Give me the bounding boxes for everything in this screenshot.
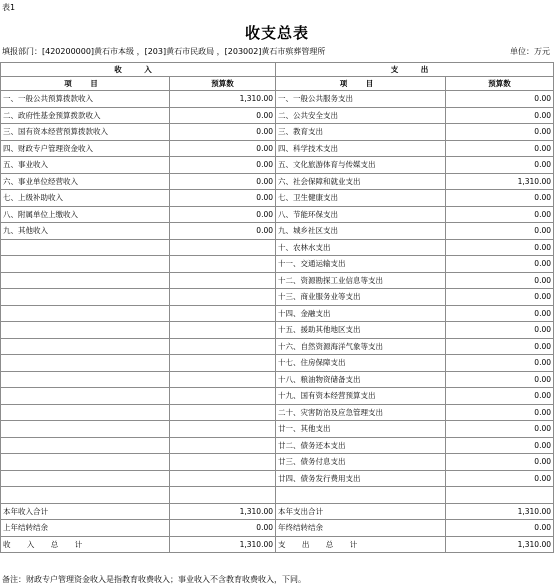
income-item-label [1, 239, 170, 256]
income-item-header: 项 目 [1, 77, 170, 91]
expense-item-label: 五、文化旅游体育与传媒支出 [276, 157, 446, 174]
income-item-value [170, 470, 276, 487]
income-item-value [170, 272, 276, 289]
income-grand-total-label: 收 入 总 计 [1, 536, 170, 553]
income-item-label: 一、一般公共预算拨款收入 [1, 91, 170, 108]
table-row [1, 223, 554, 240]
expense-item-label: 二、公共安全支出 [276, 107, 446, 124]
expense-item-value: 0.00 [446, 470, 554, 487]
expense-item-label: 十、农林水支出 [276, 239, 446, 256]
income-item-value [170, 305, 276, 322]
table-row [1, 272, 554, 289]
expense-year-total-value: 1,310.00 [446, 503, 554, 520]
expense-item-label: 四、科学技术支出 [276, 140, 446, 157]
income-grand-total-value: 1,310.00 [170, 536, 276, 553]
expense-item-value: 0.00 [446, 289, 554, 306]
expense-item-label: 三、教育支出 [276, 124, 446, 141]
expense-item-label: 十八、粮油物资储备支出 [276, 371, 446, 388]
expense-item-value: 0.00 [446, 124, 554, 141]
expense-grand-total-label: 支 出 总 计 [276, 536, 446, 553]
income-item-value [170, 289, 276, 306]
expense-item-label: 廿四、债务发行费用支出 [276, 470, 446, 487]
income-item-value [170, 338, 276, 355]
total-row [1, 503, 554, 520]
table-row [1, 388, 554, 405]
expense-item-value: 0.00 [446, 206, 554, 223]
income-item-value [170, 404, 276, 421]
income-year-total-label: 本年收入合计 [1, 503, 170, 520]
expense-item-value: 0.00 [446, 239, 554, 256]
expense-item-value: 0.00 [446, 454, 554, 471]
income-item-value [170, 454, 276, 471]
table-row [1, 322, 554, 339]
table-row [1, 157, 554, 174]
expense-item-value: 0.00 [446, 322, 554, 339]
expense-item-label: 八、节能环保支出 [276, 206, 446, 223]
expense-item-label: 七、卫生健康支出 [276, 190, 446, 207]
expense-item-value: 0.00 [446, 338, 554, 355]
income-item-label: 三、国有资本经营预算拨款收入 [1, 124, 170, 141]
footnote: 备注：财政专户管理资金收入是指教育收费收入；事业收入不含教育收费收入，下同。 [2, 575, 306, 584]
income-item-label [1, 371, 170, 388]
income-item-value [170, 256, 276, 273]
income-budget-header: 预算数 [170, 77, 276, 91]
income-item-value [170, 322, 276, 339]
table-row [1, 256, 554, 273]
unit-label: 单位：万元 [510, 47, 550, 56]
page-title: 收支总表 [244, 24, 309, 42]
expense-item-value: 0.00 [446, 107, 554, 124]
income-item-value: 0.00 [170, 140, 276, 157]
table-row [1, 355, 554, 372]
year-end-balance-label: 年终结转结余 [276, 520, 446, 537]
income-item-value [170, 388, 276, 405]
expense-item-header: 项 目 [276, 77, 446, 91]
expense-item-value: 0.00 [446, 91, 554, 108]
income-item-value: 0.00 [170, 223, 276, 240]
expense-item-value: 0.00 [446, 157, 554, 174]
income-item-value [170, 421, 276, 438]
income-item-label [1, 338, 170, 355]
expense-item-value: 0.00 [446, 421, 554, 438]
table-row [1, 107, 554, 124]
expense-item-value: 0.00 [446, 355, 554, 372]
table-row [1, 470, 554, 487]
income-item-value: 0.00 [170, 206, 276, 223]
blank-cell [446, 487, 554, 504]
column-header-row [1, 77, 554, 91]
income-item-label: 六、事业单位经营收入 [1, 173, 170, 190]
expense-grand-total-value: 1,310.00 [446, 536, 554, 553]
expense-item-value: 0.00 [446, 404, 554, 421]
table-row [1, 140, 554, 157]
income-section-header: 收 入 [1, 63, 276, 77]
expense-item-label: 十六、自然资源海洋气象等支出 [276, 338, 446, 355]
expense-budget-header: 预算数 [446, 77, 554, 91]
expense-item-label: 廿二、债务还本支出 [276, 437, 446, 454]
income-item-label [1, 404, 170, 421]
expense-item-label: 十九、国有资本经营预算支出 [276, 388, 446, 405]
table-row [1, 437, 554, 454]
table-row [1, 371, 554, 388]
expense-item-value: 0.00 [446, 305, 554, 322]
expense-item-label: 十一、交通运输支出 [276, 256, 446, 273]
income-item-value [170, 355, 276, 372]
table-row [1, 91, 554, 108]
income-item-value: 0.00 [170, 124, 276, 141]
income-item-label: 二、政府性基金预算拨款收入 [1, 107, 170, 124]
expense-item-label: 九、城乡社区支出 [276, 223, 446, 240]
income-item-label: 五、事业收入 [1, 157, 170, 174]
expense-item-label: 十三、商业服务业等支出 [276, 289, 446, 306]
income-item-value: 0.00 [170, 157, 276, 174]
income-item-label [1, 289, 170, 306]
reporting-department: 填报部门：[420200000]黄石市本级 ，[203]黄石市民政局 ，[203002]黄石市殡葬管理所 [2, 47, 326, 56]
expense-item-label: 一、一般公共服务支出 [276, 91, 446, 108]
income-item-label [1, 355, 170, 372]
expense-item-label: 二十、灾害防治及应急管理支出 [276, 404, 446, 421]
blank-cell [1, 487, 170, 504]
income-item-label [1, 322, 170, 339]
carry-over-value: 0.00 [170, 520, 276, 537]
expense-item-value: 0.00 [446, 256, 554, 273]
total-row [1, 536, 554, 553]
expense-item-value: 0.00 [446, 140, 554, 157]
income-item-value [170, 437, 276, 454]
blank-row [1, 487, 554, 504]
carry-over-label: 上年结转结余 [1, 520, 170, 537]
income-item-label: 八、附属单位上缴收入 [1, 206, 170, 223]
expense-item-label: 十四、金融支出 [276, 305, 446, 322]
income-item-value [170, 239, 276, 256]
expense-item-value: 0.00 [446, 388, 554, 405]
expense-item-label: 十二、资源勘探工业信息等支出 [276, 272, 446, 289]
income-item-label [1, 256, 170, 273]
expense-item-value: 0.00 [446, 223, 554, 240]
expense-item-label: 十五、援助其他地区支出 [276, 322, 446, 339]
income-item-label [1, 437, 170, 454]
expense-item-label: 廿三、债务付息支出 [276, 454, 446, 471]
table-row [1, 338, 554, 355]
income-item-value: 0.00 [170, 190, 276, 207]
income-item-value: 0.00 [170, 173, 276, 190]
expense-item-value: 0.00 [446, 272, 554, 289]
section-header-row [1, 63, 554, 77]
expense-item-label: 六、社会保障和就业支出 [276, 173, 446, 190]
table-row [1, 421, 554, 438]
income-item-label [1, 272, 170, 289]
income-item-value [170, 371, 276, 388]
table-row [1, 190, 554, 207]
blank-cell [170, 487, 276, 504]
year-end-balance-value: 0.00 [446, 520, 554, 537]
summary-table [0, 62, 554, 553]
income-item-value: 1,310.00 [170, 91, 276, 108]
table-row [1, 305, 554, 322]
table-row [1, 124, 554, 141]
total-row [1, 520, 554, 537]
expense-item-value: 0.00 [446, 371, 554, 388]
table-row [1, 206, 554, 223]
table-row [1, 404, 554, 421]
income-item-label [1, 454, 170, 471]
expense-item-label: 十七、住房保障支出 [276, 355, 446, 372]
income-item-label [1, 421, 170, 438]
income-item-label: 七、上级补助收入 [1, 190, 170, 207]
income-item-label: 四、财政专户管理资金收入 [1, 140, 170, 157]
income-year-total-value: 1,310.00 [170, 503, 276, 520]
income-item-label: 九、其他收入 [1, 223, 170, 240]
blank-cell [276, 487, 446, 504]
expense-item-value: 0.00 [446, 190, 554, 207]
expense-item-value: 0.00 [446, 437, 554, 454]
meta-row [2, 46, 552, 60]
expense-item-value: 1,310.00 [446, 173, 554, 190]
expense-item-label: 廿一、其他支出 [276, 421, 446, 438]
income-item-value: 0.00 [170, 107, 276, 124]
table-row [1, 289, 554, 306]
table-row [1, 173, 554, 190]
table-row [1, 239, 554, 256]
expense-year-total-label: 本年支出合计 [276, 503, 446, 520]
expense-section-header: 支 出 [276, 63, 554, 77]
table-row [1, 454, 554, 471]
income-item-label [1, 388, 170, 405]
income-item-label [1, 305, 170, 322]
sheet-label: 表1 [2, 3, 16, 12]
income-item-label [1, 470, 170, 487]
